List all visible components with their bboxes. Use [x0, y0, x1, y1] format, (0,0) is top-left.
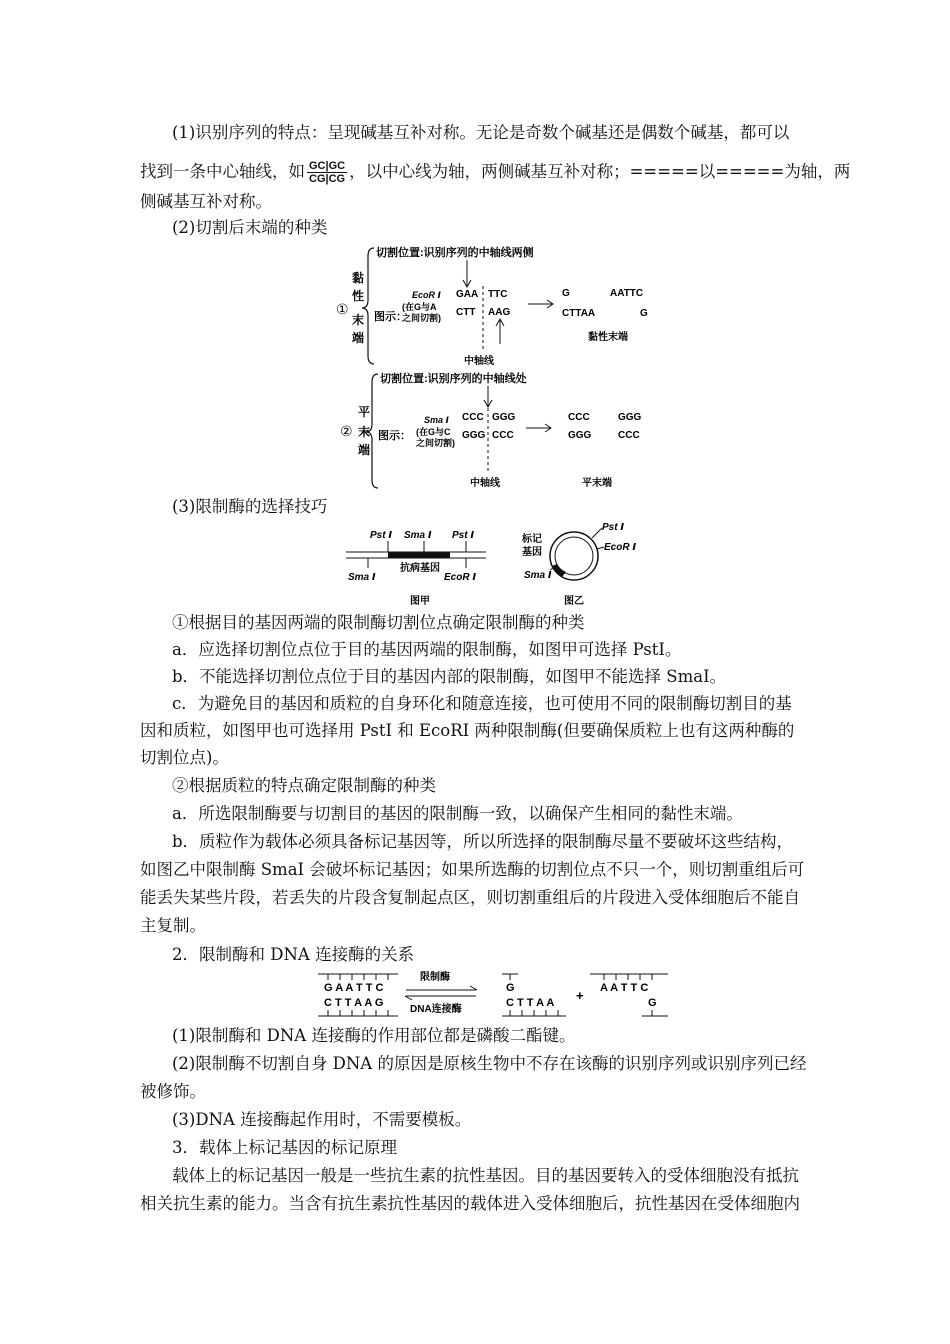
para-recognition-2a: 找到一条中心轴线，如	[140, 162, 305, 181]
sticky-result-label: 黏性末端	[588, 332, 628, 343]
sticky-cut-position: 切割位置:识别序列的中轴线两侧	[376, 247, 534, 259]
blunt-enzyme-note-1: (在G与C	[416, 427, 451, 437]
right-bottom-seq: G	[648, 997, 657, 1009]
ends-diagram	[330, 240, 670, 494]
jia-pst-left: Pst Ⅰ	[370, 530, 393, 541]
reverse-arrowhead	[405, 996, 412, 1000]
jia-gene-label: 抗病基因	[400, 563, 440, 574]
yi-caption: 图乙	[564, 596, 584, 607]
body-line-13: 2．限制酶和 DNA 连接酶的关系	[172, 945, 415, 964]
blunt-marker: ②	[340, 423, 353, 439]
yi-pst-line	[592, 528, 602, 538]
blunt-side-char-2: 末	[358, 425, 371, 439]
sticky-marker: ①	[336, 301, 349, 317]
sticky-diagram-label: 图示：	[374, 311, 407, 323]
body-line-7: ②根据质粒的特点确定限制酶的种类	[172, 776, 436, 795]
body-line-2: a．应选择切割位点位于目的基因两端的限制酶，如图甲可选择 PstⅠ。	[172, 640, 682, 659]
body2-line-1: (1)限制酶和 DNA 连接酶的作用部位都是磷酸二酯键。	[172, 1026, 576, 1045]
sticky-result-top-left: G	[562, 288, 570, 299]
blunt-side-char-3: 端	[358, 443, 371, 457]
sticky-bottom-right: AAG	[488, 307, 511, 318]
sticky-result-bottom-left: CTTAA	[562, 308, 596, 319]
para-recognition-2b: ，以中心线为轴，两侧碱基互补对称；=====以=====为轴，两	[349, 162, 851, 181]
body2-line-5: 3．载体上标记基因的标记原理	[172, 1138, 397, 1157]
fraction-bottom: CG|CG	[309, 173, 346, 185]
para-recognition-2	[140, 158, 851, 186]
blunt-result-top-right: GGG	[618, 412, 642, 423]
body-line-10: 如图乙中限制酶 SmaⅠ 会破坏标记基因；如果所选酶的切割位点不只一个，则切割重组后可	[140, 860, 805, 879]
body2-line-4: (3)DNA 连接酶起作用时，不需要模板。	[172, 1110, 472, 1129]
sticky-axis-label: 中轴线	[464, 356, 494, 367]
body-line-8: a．所选限制酶要与切割目的基因的限制酶一致，以确保产生相同的黏性末端。	[172, 804, 743, 823]
jia-ecor: EcoR Ⅰ	[444, 572, 477, 583]
mid-bottom-seq: C T T A A	[506, 997, 555, 1009]
blunt-bottom-left: GGG	[462, 430, 486, 441]
blunt-result-top-left: CCC	[568, 412, 590, 423]
para-recognition-1: (1)识别序列的特点：呈现碱基互补对称。无论是奇数个碱基还是偶数个碱基，都可以	[172, 123, 790, 142]
selection-diagram	[340, 522, 650, 608]
blunt-cut-position: 切割位置:识别序列的中轴线处	[380, 373, 527, 385]
body2-line-3: 被修饰。	[140, 1082, 206, 1101]
sticky-enzyme-note-2: 之间切割)	[402, 313, 441, 323]
jia-gene-block	[388, 552, 450, 558]
body-line-12: 主复制。	[140, 916, 206, 935]
right-top-ticks	[604, 974, 652, 980]
blunt-bottom-right: CCC	[492, 430, 514, 441]
sticky-bottom-left: CTT	[456, 307, 476, 318]
fraction-top: GC|GC	[309, 160, 346, 172]
para-recognition-3: 侧碱基互补对称。	[140, 192, 272, 211]
left-bottom-seq: C T T A A G	[324, 997, 384, 1009]
body2-line-6: 载体上的标记基因一般是一些抗生素的抗性基因。目的基因要转入的受体细胞没有抵抗	[172, 1166, 799, 1185]
symmetry-fraction	[307, 160, 347, 185]
sticky-enzyme-note-1: (在G与A	[402, 302, 437, 312]
right-top-seq: A A T T C	[600, 982, 649, 994]
blunt-axis-label: 中轴线	[470, 478, 500, 489]
yi-marker-label-2: 基因	[522, 547, 542, 558]
body-line-1: ①根据目的基因两端的限制酶切割位点确定限制酶的种类	[172, 613, 585, 632]
forward-arrowhead	[470, 986, 477, 990]
sticky-result-top-right: AATTC	[610, 288, 644, 299]
sticky-side-char-2: 性	[352, 289, 365, 303]
yi-ecor: EcoR Ⅰ	[604, 542, 637, 553]
body2-line-7: 相关抗生素的能力。当含有抗生素抗性基因的载体进入受体细胞后，抗性基因在受体细胞内	[140, 1194, 800, 1213]
sticky-side-char-4: 端	[352, 331, 365, 345]
body2-line-2: (2)限制酶不切割自身 DNA 的原因是原核生物中不存在该酶的识别序列或识别序列已经	[172, 1054, 807, 1073]
ligase-diagram	[312, 966, 678, 1024]
mid-top-seq: G	[506, 982, 515, 994]
sticky-brace	[362, 248, 374, 364]
blunt-result-label: 平末端	[582, 478, 612, 489]
body-line-6: 切割位点)。	[140, 748, 229, 767]
para-end-types: (2)切割后末端的种类	[172, 218, 328, 237]
blunt-result-bottom-left: GGG	[568, 430, 592, 441]
restriction-enzyme-label: 限制酶	[420, 972, 450, 983]
jia-sma-top: Sma Ⅰ	[404, 530, 432, 541]
jia-pst-right: Pst Ⅰ	[452, 530, 475, 541]
ligase-label: DNA连接酶	[410, 1004, 462, 1015]
blunt-result-bottom-right: CCC	[618, 430, 640, 441]
sticky-enzyme: EcoR Ⅰ	[412, 290, 441, 300]
blunt-top-right: GGG	[492, 412, 516, 423]
blunt-side-char-1: 平	[358, 405, 371, 419]
left-top-ticks	[328, 974, 388, 980]
body-line-4: c．为避免目的基因和质粒的自身环化和随意连接，也可使用不同的限制酶切割目的基	[172, 694, 792, 713]
left-top-seq: G A A T T C	[324, 982, 384, 994]
blunt-enzyme-note-2: 之间切割)	[416, 438, 455, 448]
sticky-result-bottom-right: G	[640, 308, 648, 319]
left-bottom-ticks	[328, 1010, 388, 1016]
yi-pst: Pst Ⅰ	[602, 522, 625, 533]
sticky-top-right: TTC	[488, 289, 508, 300]
mid-bottom-ticks	[510, 1010, 558, 1016]
yi-marker-label-1: 标记	[522, 534, 542, 545]
sticky-top-left: GAA	[456, 289, 479, 300]
jia-caption: 图甲	[410, 596, 430, 607]
yi-sma: Sma Ⅰ	[524, 570, 552, 581]
blunt-top-left: CCC	[462, 412, 484, 423]
body-line-3: b．不能选择切割位点位于目的基因内部的限制酶，如图甲不能选择 SmaⅠ。	[172, 667, 727, 686]
jia-sma-bottom: Sma Ⅰ	[348, 572, 376, 583]
plus-sign: +	[576, 988, 584, 1003]
blunt-diagram-label: 图示：	[378, 430, 411, 442]
para-selection-tips: (3)限制酶的选择技巧	[172, 497, 328, 516]
sticky-side-char-1: 黏	[352, 271, 365, 285]
body-line-5: 因和质粒，如图甲也可选择用 PstⅠ 和 EcoRⅠ 两种限制酶(但要确保质粒上也有这两种酶的	[140, 721, 795, 740]
blunt-enzyme: Sma Ⅰ	[424, 415, 449, 425]
yi-ecor-line	[597, 547, 604, 549]
body-line-11: 能丢失某些片段，若丢失的片段含复制起点区，则切割重组后的片段进入受体细胞后不能自	[140, 888, 800, 907]
sticky-side-char-3: 末	[352, 313, 365, 327]
body-line-9: b．质粒作为载体必须具备标记基因等，所以所选择的限制酶尽量不要破坏这些结构，	[172, 832, 794, 851]
